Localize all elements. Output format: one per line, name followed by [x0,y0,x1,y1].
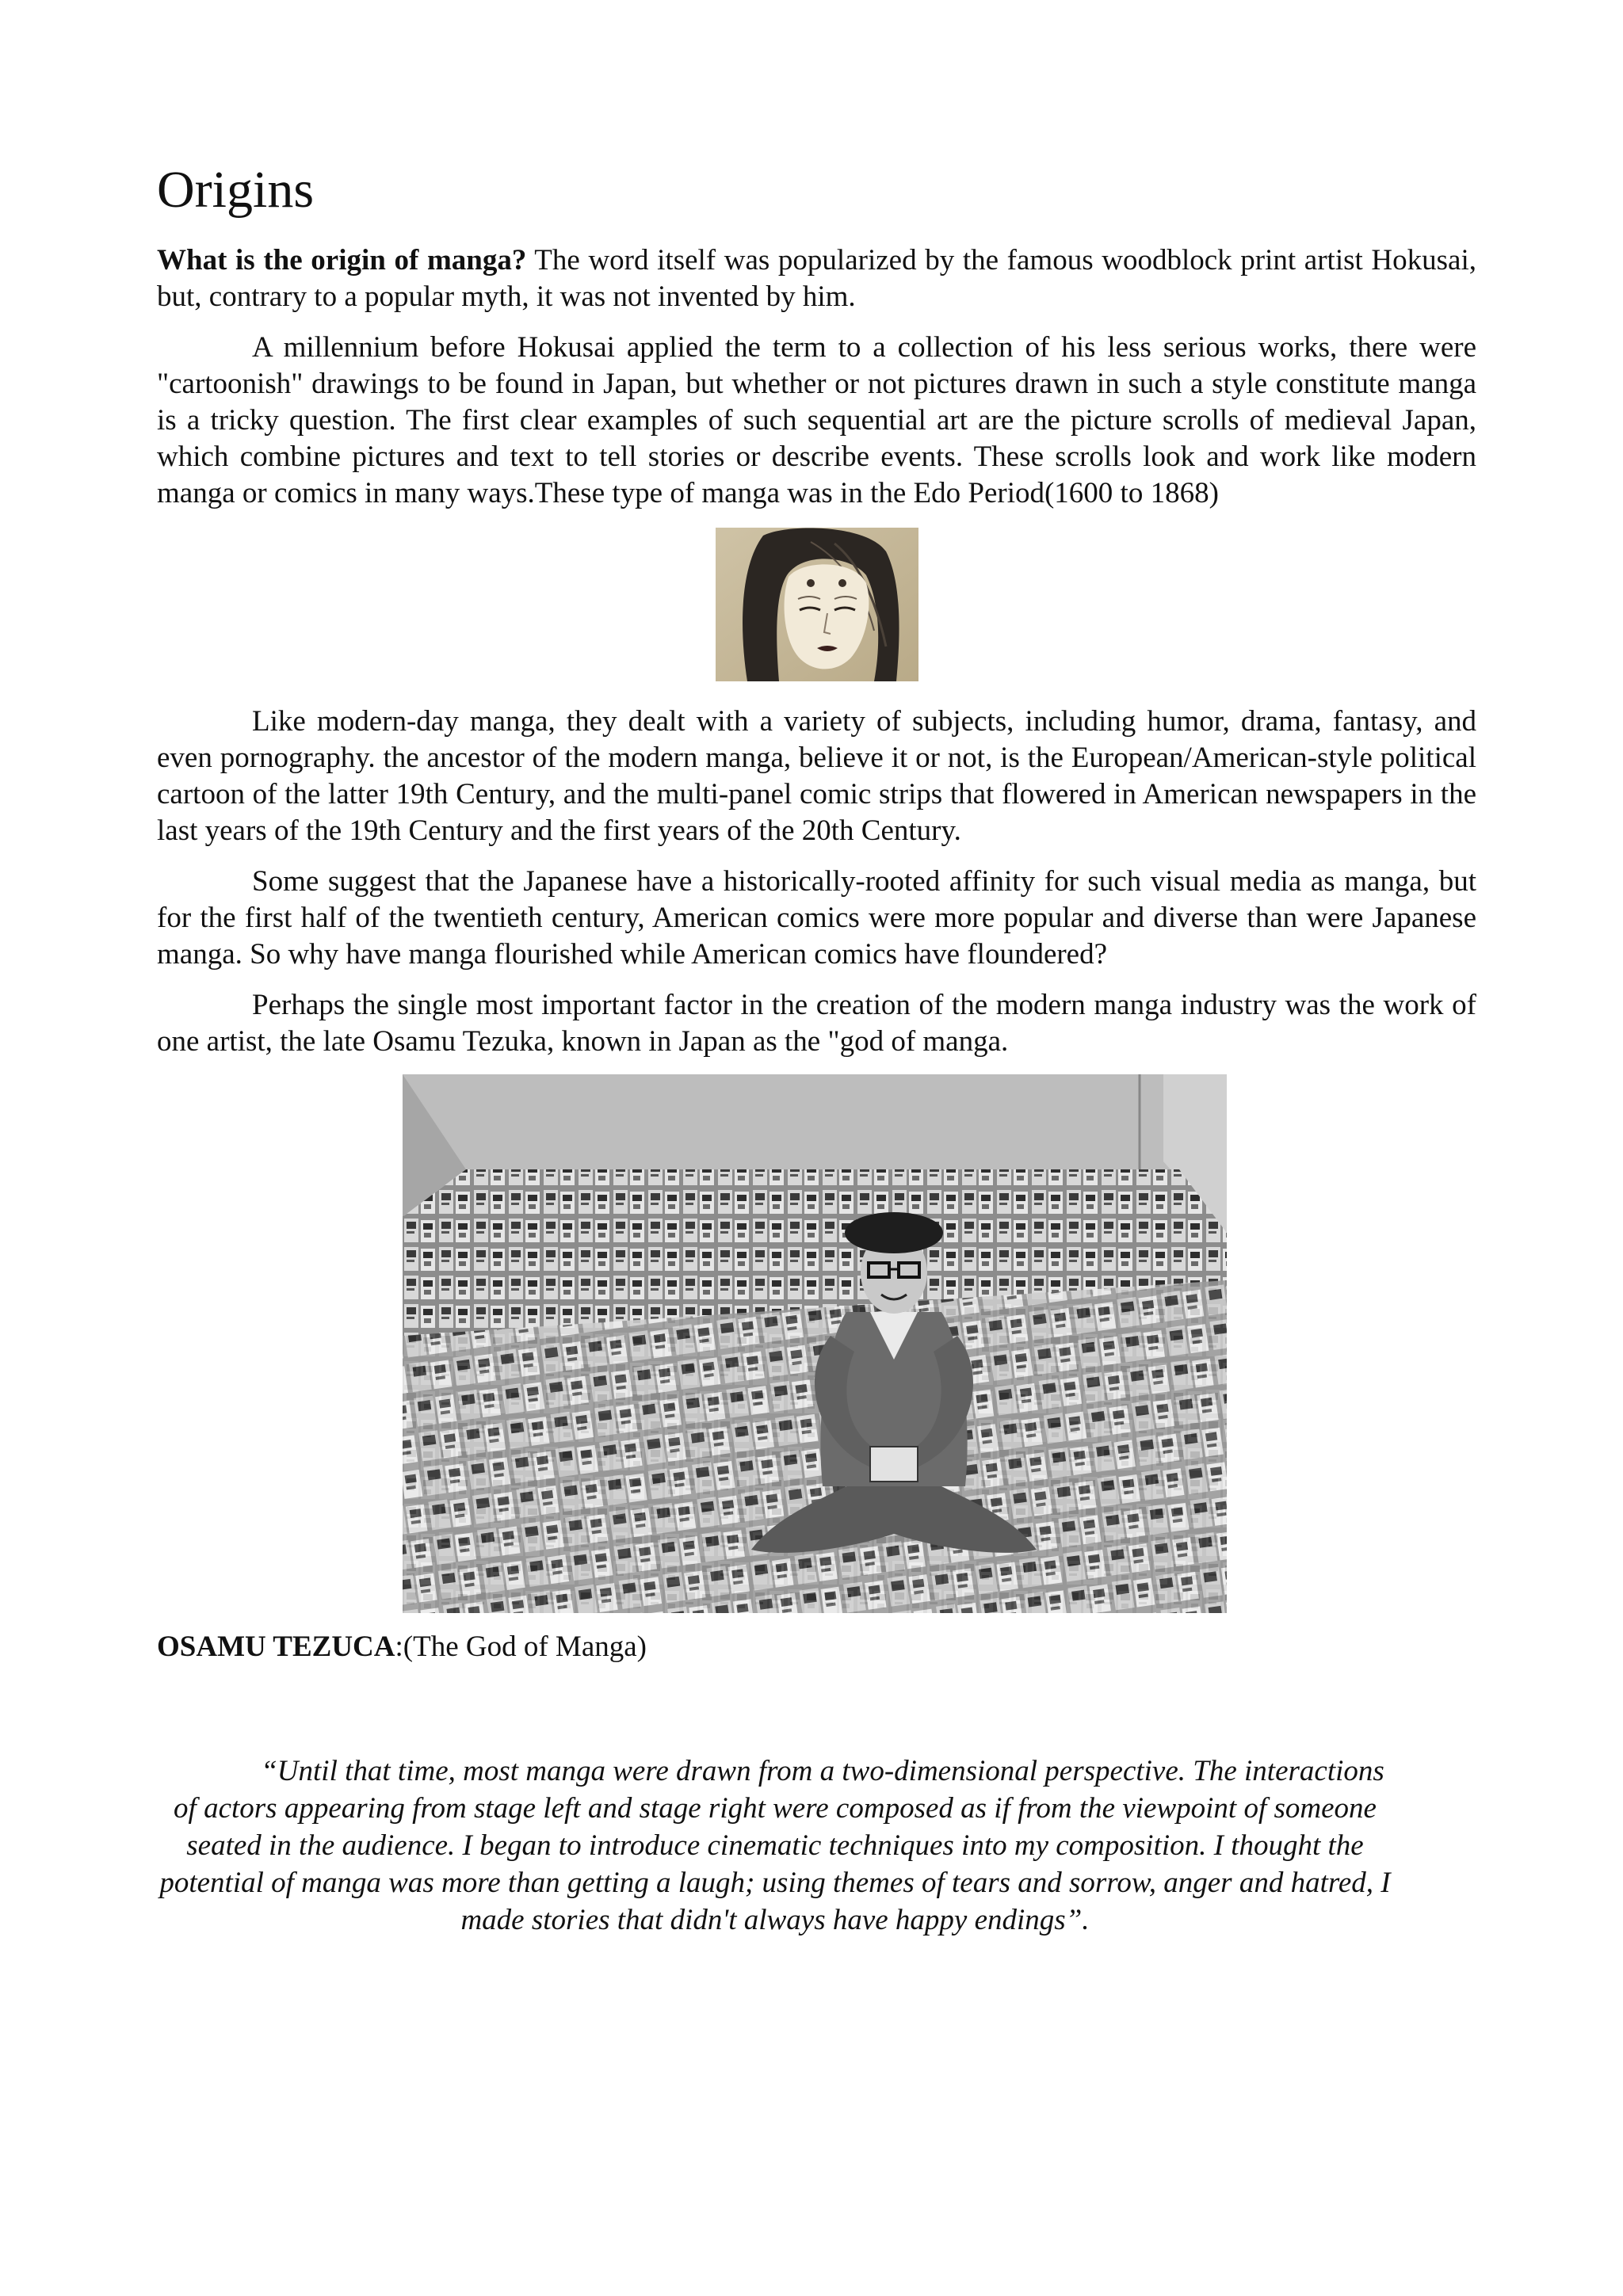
photo-caption [157,1629,1476,1665]
tezuka-quote [157,1753,1393,1939]
document-page [157,158,1476,1939]
woman-face-illustration [716,528,918,681]
tezuka-manga-photo [403,1074,1227,1613]
scroll-illustration-figure [157,528,1476,681]
paragraph-affinity: Some suggest that the Japanese have a historically-rooted affinity for such visual media as manga, but for the first half of the twentieth century, American comics were more popular and diverse than were Japanese manga. So why have manga flourished while American comics have floundered? [157,865,1476,971]
paragraph-tezuka: Perhaps the single most important factor in the creation of the modern manga industry was the work of one artist, the late Osamu Tezuka, known in Japan as the "god of manga. [157,989,1476,1058]
caption-name: OSAMU TEZUCA [157,1630,395,1663]
caption-rest: :(The God of Manga) [395,1630,647,1663]
intro-paragraph [157,242,1476,315]
intro-lead-question: What is the origin of manga? [157,244,527,277]
tezuka-photo-figure [157,1074,1476,1615]
paragraph-subjects: Like modern-day manga, they dealt with a variety of subjects, including humor, drama, fantasy, and even pornography. the ancestor of the modern manga, believe it or not, is the European/American-style political cartoon of the latter 19th Century, and the multi-panel comic strips that flowered in American newspapers in the last years of the 19th Century and the first years of the 20th Century. [157,705,1476,847]
quote-text: “Until that time, most manga were drawn from a two-dimensional perspective. The interactions of actors appearing from stage left and stage right were composed as if from the viewpoint of someone seated in the audience. I began to introduce cinematic techniques into my composition. I thought the potential of manga was more than getting a laugh; using themes of tears and sorrow, anger and hatred, I made stories that didn't always have happy endings”. [159,1755,1391,1936]
intro-text: The word itself was popularized by the famous woodblock print artist Hokusai, but, contrary to a popular myth, it was not invented by him. [157,244,1476,313]
page-title: Origins [157,161,314,219]
paragraph-scrolls: A millennium before Hokusai applied the term to a collection of his less serious works, there were "cartoonish" drawings to be found in Japan, but whether or not pictures drawn in such a style constitute manga is a tricky question. The first clear examples of such sequential art are the picture scrolls of medieval Japan, which combine pictures and text to tell stories or describe events. These scrolls look and work like modern manga or comics in many ways.These type of manga was in the Edo Period(1600 to 1868) [157,331,1476,509]
